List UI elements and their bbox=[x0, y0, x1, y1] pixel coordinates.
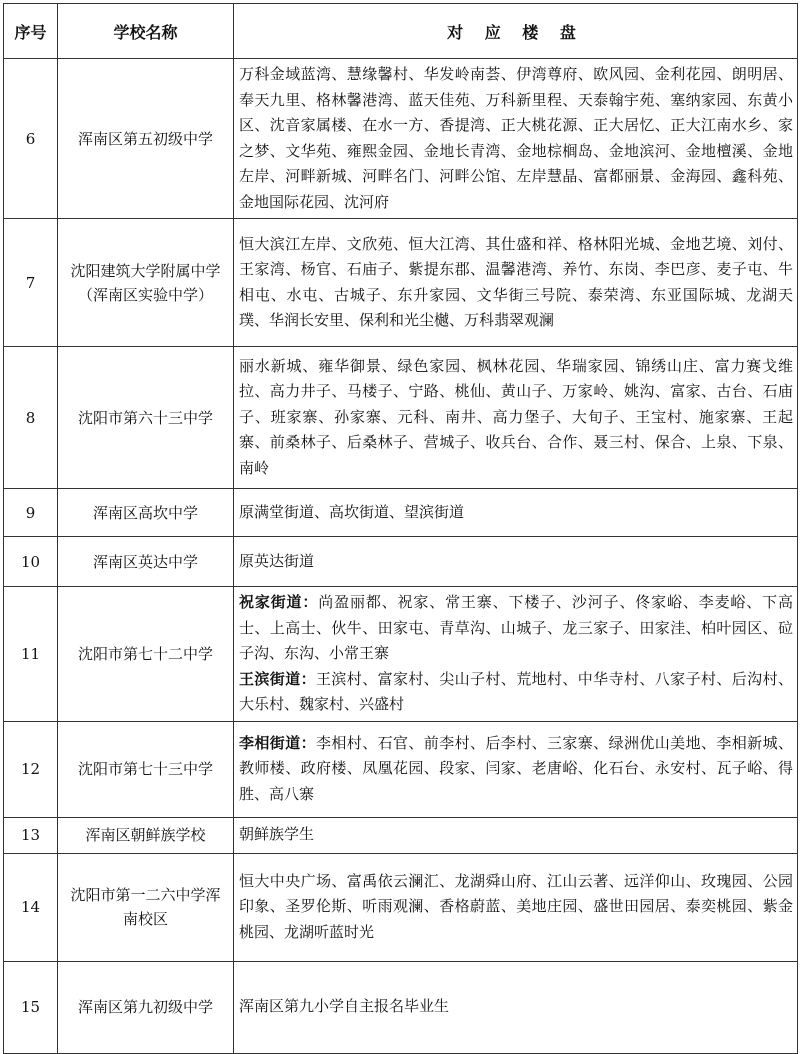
property-list: 万科金域蓝湾、慧缘馨村、华发岭南荟、伊湾尊府、欧风园、金利花园、朗明居、奉天九里、格林馨港湾、蓝天佳苑、万科新里程、天泰翰宇苑、塞纳家园、东黄小区、沈音家属楼、在水一方、香提湾、正大桃花源、正大居忆、正大江南水乡、家之梦、文华苑、雍熙金园、金地长青湾、金地棕榈岛、金地滨河、金地檀溪、金地左岸、河畔新城、河畔名门、河畔公馆、左岸慧晶、富都丽景、金海园、鑫科苑、金地国际花园、沈河府 bbox=[234, 59, 798, 219]
street-label: 王滨街道： bbox=[239, 669, 316, 688]
table-row bbox=[4, 59, 798, 219]
school-name-line: 浑南区高坎中学 bbox=[92, 503, 198, 522]
row-index: 12 bbox=[4, 721, 58, 817]
row-index: 11 bbox=[4, 587, 58, 722]
property-list: 恒大滨江左岸、文欣苑、恒大江湾、其仕盛和祥、格林阳光城、金地艺境、刘付、王家湾、杨官、石庙子、紫提东郡、温馨港湾、养竹、东岗、李巴彦、麦子屯、牛相屯、水屯、古城子、东升家园、文华街三号院、泰荣湾、东亚国际城、龙湖天璞、华润长安里、保利和光尘樾、万科翡翠观澜 bbox=[234, 219, 798, 347]
row-index: 8 bbox=[4, 347, 58, 489]
property-list: 浑南区第九小学自主报名毕业生 bbox=[234, 961, 798, 1053]
property-list: 原满堂街道、高坎街道、望滨街道 bbox=[234, 489, 798, 537]
school-name-line: 沈阳市第七十三中学 bbox=[77, 760, 213, 778]
table-row bbox=[4, 347, 798, 489]
school-name bbox=[58, 961, 234, 1053]
row-index: 14 bbox=[4, 853, 58, 961]
table-row bbox=[4, 817, 798, 853]
school-name-line: 浑南区英达中学 bbox=[92, 552, 198, 571]
school-name-line: 沈阳建筑大学附属中学 bbox=[70, 261, 221, 280]
school-name bbox=[58, 347, 234, 489]
school-district-table bbox=[3, 3, 798, 1054]
school-name-line: 浑南区第五初级中学 bbox=[77, 129, 213, 148]
school-name-line: 浑南区朝鲜族学校 bbox=[85, 826, 206, 844]
street-label: 李相街道： bbox=[239, 733, 316, 752]
property-list: 恒大中央广场、富禹依云澜汇、龙湖舜山府、江山云著、远洋仰山、玫瑰园、公园印象、圣罗伦斯、听雨观澜、香格蔚蓝、美地庄园、盛世田园居、泰奕桃园、紫金桃园、龙湖听蓝时光 bbox=[234, 853, 798, 961]
property-list: 朝鲜族学生 bbox=[234, 817, 798, 853]
row-index: 10 bbox=[4, 537, 58, 587]
school-name-line: （浑南区实验中学） bbox=[77, 285, 213, 304]
school-name bbox=[58, 59, 234, 219]
property-list bbox=[234, 721, 798, 817]
table-row bbox=[4, 537, 798, 587]
property-list bbox=[234, 587, 798, 722]
row-index: 15 bbox=[4, 961, 58, 1053]
table-row bbox=[4, 489, 798, 537]
school-name-line: 南校区 bbox=[122, 910, 168, 928]
school-name bbox=[58, 219, 234, 347]
header-index: 序号 bbox=[4, 4, 58, 59]
school-name bbox=[58, 587, 234, 722]
school-name-line: 浑南区第九初级中学 bbox=[77, 998, 213, 1016]
school-name-line: 沈阳市第六十三中学 bbox=[77, 408, 213, 427]
table-row bbox=[4, 853, 798, 961]
school-name-line: 沈阳市第一二六中学浑 bbox=[70, 886, 221, 904]
school-name bbox=[58, 853, 234, 961]
table-row bbox=[4, 219, 798, 347]
street-properties: 尚盈丽都、祝家、常王寨、下楼子、沙河子、佟家峪、李麦峪、下高士、上高士、伙牛、田家屯、青草沟、山城子、龙三家子、田家洼、柏叶园区、砬子沟、东沟、小常王寨 bbox=[239, 593, 793, 662]
row-index: 7 bbox=[4, 219, 58, 347]
table-row bbox=[4, 587, 798, 722]
header-school: 学校名称 bbox=[58, 4, 234, 59]
street-properties: 王滨村、富家村、尖山子村、荒地村、中华寺村、八家子村、后沟村、大乐村、魏家村、兴盛村 bbox=[239, 669, 793, 713]
row-index: 6 bbox=[4, 59, 58, 219]
school-name bbox=[58, 721, 234, 817]
row-index: 9 bbox=[4, 489, 58, 537]
property-list: 丽水新城、雍华御景、绿色家园、枫林花园、华瑞家园、锦绣山庄、富力赛戈维拉、高力井子、马楼子、宁路、桃仙、黄山子、万家岭、姚沟、富家、古台、石庙子、班家寨、孙家寨、元科、南井、高力堡子、大旬子、王宝村、施家寨、王起寨、前桑林子、后桑林子、营城子、收兵台、合作、聂三村、保合、上泉、下泉、南岭 bbox=[234, 347, 798, 489]
school-name bbox=[58, 817, 234, 853]
street-label: 祝家街道： bbox=[239, 593, 319, 611]
school-name bbox=[58, 537, 234, 587]
property-list: 原英达街道 bbox=[234, 537, 798, 587]
table-header-row bbox=[4, 4, 798, 59]
school-name bbox=[58, 489, 234, 537]
school-name-line: 沈阳市第七十二中学 bbox=[77, 644, 213, 663]
table-row bbox=[4, 961, 798, 1053]
street-properties: 李相村、石官、前李村、后李村、三家寨、绿洲优山美地、李相新城、教师楼、政府楼、凤凰花园、段家、闫家、老唐峪、化石台、永安村、瓦子峪、得胜、高八寨 bbox=[239, 733, 793, 803]
header-properties: 对 应 楼 盘 bbox=[234, 4, 798, 59]
row-index: 13 bbox=[4, 817, 58, 853]
table-row bbox=[4, 721, 798, 817]
